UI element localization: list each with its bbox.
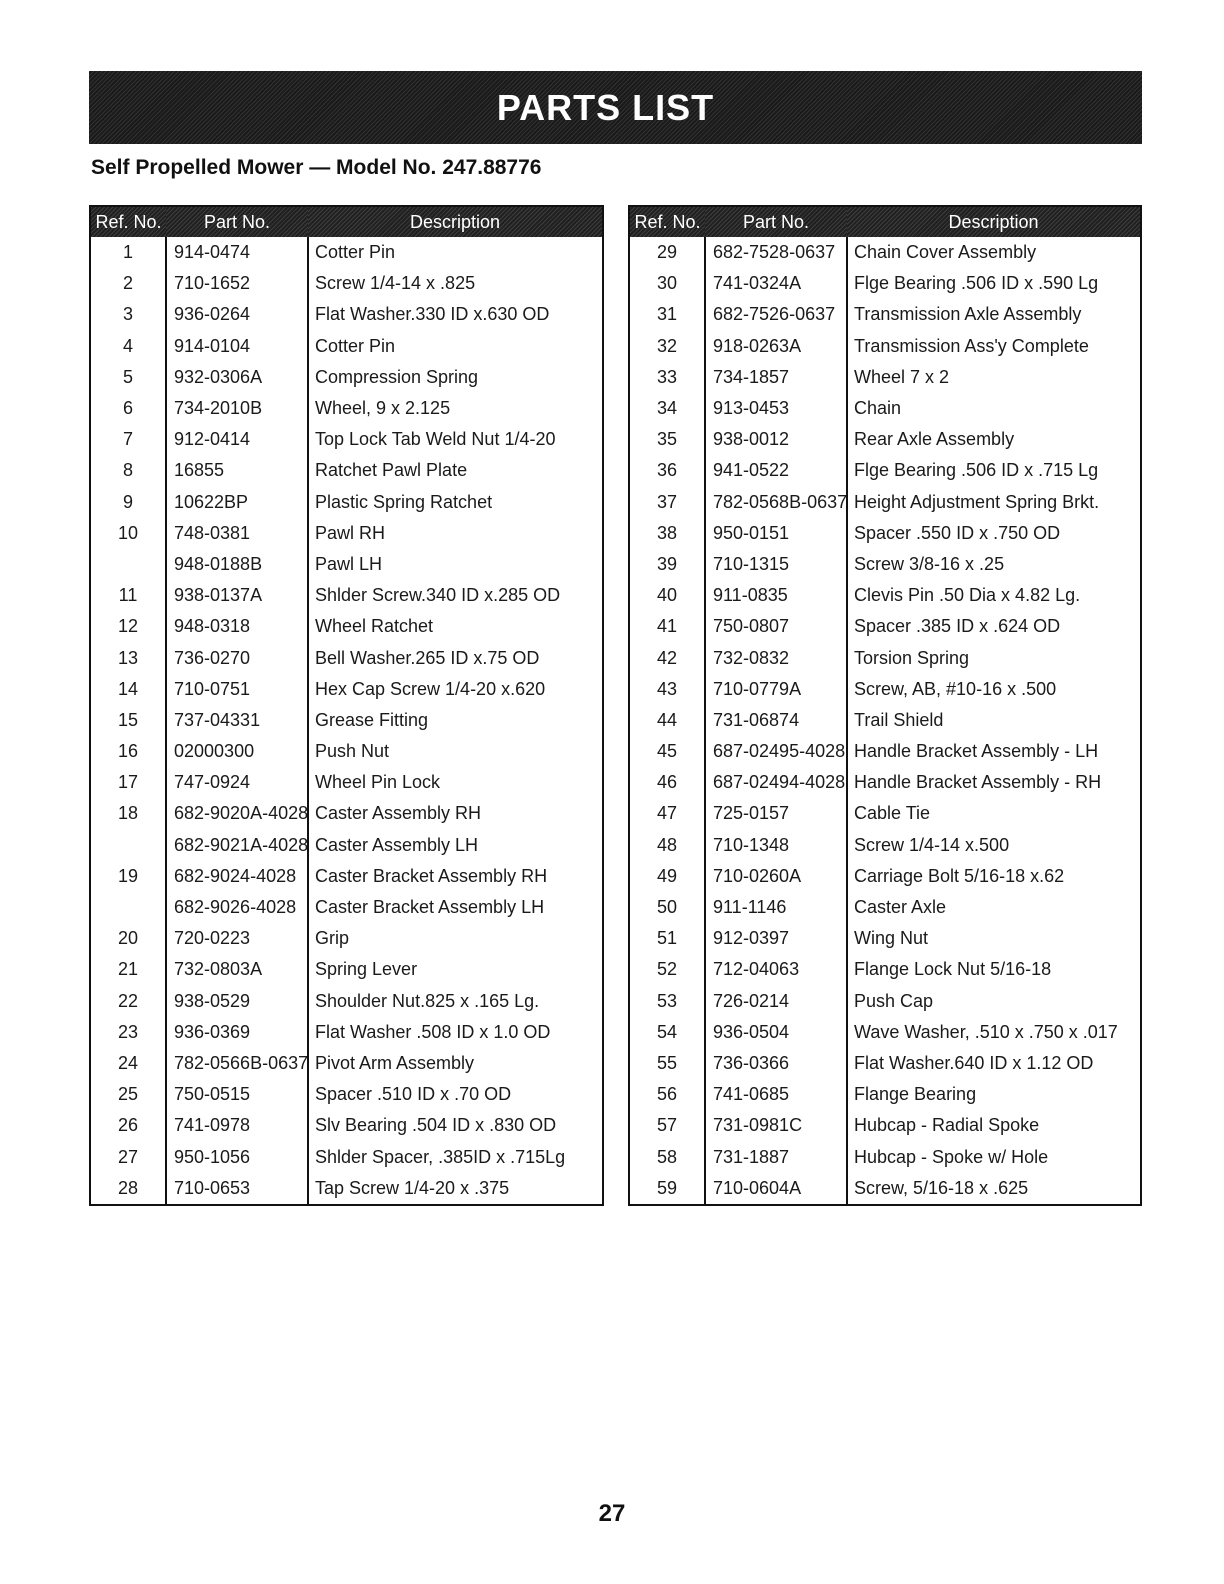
description-cell: Spacer .510 ID x .70 OD <box>308 1079 603 1110</box>
table-row <box>629 705 1141 736</box>
description-cell: Spring Lever <box>308 954 603 985</box>
table-row <box>629 455 1141 486</box>
description-cell: Caster Bracket Assembly LH <box>308 892 603 923</box>
description-cell: Wave Washer, .510 x .750 x .017 <box>847 1017 1141 1048</box>
part-number-cell: 741-0324A <box>705 268 847 299</box>
ref-cell: 3 <box>122 304 133 325</box>
table-row <box>90 705 603 736</box>
description-cell: Grip <box>308 923 603 954</box>
description-cell: Caster Assembly LH <box>308 830 603 861</box>
description-cell: Ratchet Pawl Plate <box>308 455 603 486</box>
description-cell: Pivot Arm Assembly <box>308 1048 603 1079</box>
parts-table-right-body <box>629 237 1141 1205</box>
table-row <box>90 830 603 861</box>
ref-cell: 31 <box>656 304 678 325</box>
part-number-cell: 726-0214 <box>705 986 847 1017</box>
part-number-cell: 736-0366 <box>705 1048 847 1079</box>
table-row <box>629 954 1141 985</box>
part-number-cell: 731-1887 <box>705 1141 847 1172</box>
description-cell: Bell Washer.265 ID x.75 OD <box>308 642 603 673</box>
table-row <box>629 923 1141 954</box>
part-number-cell: 950-0151 <box>705 518 847 549</box>
table-row <box>629 424 1141 455</box>
part-number-cell: 914-0104 <box>166 331 308 362</box>
ref-cell: 54 <box>656 1021 678 1042</box>
model-subtitle: Self Propelled Mower — Model No. 247.88776 <box>91 156 542 179</box>
table-row <box>629 393 1141 424</box>
ref-cell: 32 <box>656 335 678 356</box>
table-row <box>629 798 1141 829</box>
part-number-cell: 948-0188B <box>166 549 308 580</box>
parts-table-right <box>628 205 1142 1206</box>
table-row <box>629 1173 1141 1205</box>
part-number-cell: 710-1315 <box>705 549 847 580</box>
table-row <box>90 1141 603 1172</box>
ref-cell: 16 <box>117 741 139 762</box>
ref-cell: 44 <box>656 709 678 730</box>
description-cell: Screw 1/4-14 x .825 <box>308 268 603 299</box>
description-cell: Chain <box>847 393 1141 424</box>
part-number-cell: 710-0779A <box>705 674 847 705</box>
ref-cell: 26 <box>117 1115 139 1136</box>
part-number-cell: 710-0653 <box>166 1173 308 1205</box>
part-number-cell: 02000300 <box>166 736 308 767</box>
description-cell: Cable Tie <box>847 798 1141 829</box>
ref-cell: 17 <box>117 772 139 793</box>
part-number-cell: 950-1056 <box>166 1141 308 1172</box>
ref-cell: 7 <box>122 429 133 450</box>
part-number-cell: 750-0807 <box>705 611 847 642</box>
part-number-cell: 737-04331 <box>166 705 308 736</box>
description-cell: Wheel Pin Lock <box>308 767 603 798</box>
table-row <box>90 268 603 299</box>
description-cell: Flange Lock Nut 5/16-18 <box>847 954 1141 985</box>
description-cell: Wheel 7 x 2 <box>847 362 1141 393</box>
description-cell: Shlder Screw.340 ID x.285 OD <box>308 580 603 611</box>
description-cell: Transmission Axle Assembly <box>847 299 1141 330</box>
description-cell: Spacer .550 ID x .750 OD <box>847 518 1141 549</box>
description-cell: Torsion Spring <box>847 642 1141 673</box>
part-number-cell: 710-0751 <box>166 674 308 705</box>
part-number-cell: 682-7526-0637 <box>705 299 847 330</box>
table-row <box>629 299 1141 330</box>
part-number-cell: 782-0568B-0637 <box>705 487 847 518</box>
description-cell: Screw, AB, #10-16 x .500 <box>847 674 1141 705</box>
ref-cell: 25 <box>117 1084 139 1105</box>
part-number-cell: 948-0318 <box>166 611 308 642</box>
ref-cell: 22 <box>117 990 139 1011</box>
description-cell: Compression Spring <box>308 362 603 393</box>
table-row <box>629 518 1141 549</box>
description-cell: Wing Nut <box>847 923 1141 954</box>
table-row <box>629 487 1141 518</box>
part-number-cell: 913-0453 <box>705 393 847 424</box>
table-row <box>90 954 603 985</box>
part-number-cell: 734-1857 <box>705 362 847 393</box>
ref-cell: 40 <box>656 585 678 606</box>
header-part-no: Part No. <box>705 206 847 237</box>
description-cell: Shoulder Nut.825 x .165 Lg. <box>308 986 603 1017</box>
title-banner <box>89 71 1142 144</box>
ref-cell: 36 <box>656 460 678 481</box>
ref-cell: 55 <box>656 1052 678 1073</box>
part-number-cell: 710-1652 <box>166 268 308 299</box>
table-row <box>90 1048 603 1079</box>
part-number-cell: 682-7528-0637 <box>705 237 847 268</box>
part-number-cell: 16855 <box>166 455 308 486</box>
table-row <box>90 549 603 580</box>
ref-cell: 13 <box>117 647 139 668</box>
description-cell: Wheel, 9 x 2.125 <box>308 393 603 424</box>
part-number-cell: 682-9021A-4028 <box>166 830 308 861</box>
description-cell: Flange Bearing <box>847 1079 1141 1110</box>
table-row <box>90 1173 603 1205</box>
table-row <box>629 331 1141 362</box>
part-number-cell: 938-0012 <box>705 424 847 455</box>
table-row <box>90 767 603 798</box>
table-row <box>629 736 1141 767</box>
ref-cell: 21 <box>117 959 139 980</box>
description-cell: Tap Screw 1/4-20 x .375 <box>308 1173 603 1205</box>
ref-cell: 6 <box>122 398 133 419</box>
description-cell: Spacer .385 ID x .624 OD <box>847 611 1141 642</box>
part-number-cell: 782-0566B-0637 <box>166 1048 308 1079</box>
table-row <box>90 674 603 705</box>
part-number-cell: 710-0260A <box>705 861 847 892</box>
description-cell: Screw 3/8-16 x .25 <box>847 549 1141 580</box>
table-row <box>629 674 1141 705</box>
description-cell: Caster Bracket Assembly RH <box>308 861 603 892</box>
description-cell: Shlder Spacer, .385ID x .715Lg <box>308 1141 603 1172</box>
ref-cell: 41 <box>656 616 678 637</box>
description-cell: Hubcap - Spoke w/ Hole <box>847 1141 1141 1172</box>
part-number-cell: 941-0522 <box>705 455 847 486</box>
description-cell: Flat Washer.640 ID x 1.12 OD <box>847 1048 1141 1079</box>
description-cell: Grease Fitting <box>308 705 603 736</box>
table-row <box>629 1048 1141 1079</box>
description-cell: Hex Cap Screw 1/4-20 x.620 <box>308 674 603 705</box>
part-number-cell: 911-0835 <box>705 580 847 611</box>
table-row <box>90 1017 603 1048</box>
ref-cell: 56 <box>656 1084 678 1105</box>
table-row <box>629 268 1141 299</box>
part-number-cell: 687-02495-4028 <box>705 736 847 767</box>
table-row <box>629 1110 1141 1141</box>
part-number-cell: 912-0397 <box>705 923 847 954</box>
ref-cell: 1 <box>122 242 133 263</box>
page-number: 27 <box>598 1500 626 1527</box>
part-number-cell: 938-0529 <box>166 986 308 1017</box>
part-number-cell: 936-0369 <box>166 1017 308 1048</box>
ref-cell: 42 <box>656 647 678 668</box>
header-ref-no: Ref. No. <box>90 206 166 237</box>
table-row <box>629 580 1141 611</box>
table-row <box>629 549 1141 580</box>
part-number-cell: 682-9024-4028 <box>166 861 308 892</box>
description-cell: Caster Assembly RH <box>308 798 603 829</box>
parts-table-left-body <box>90 237 603 1205</box>
table-row <box>629 1141 1141 1172</box>
part-number-cell: 911-1146 <box>705 892 847 923</box>
ref-cell: 47 <box>656 803 678 824</box>
ref-cell: 53 <box>656 990 678 1011</box>
table-row <box>90 393 603 424</box>
table-row <box>90 580 603 611</box>
ref-cell: 29 <box>656 242 678 263</box>
ref-cell: 19 <box>117 865 139 886</box>
table-row <box>90 736 603 767</box>
table-row <box>629 861 1141 892</box>
ref-cell: 20 <box>117 928 139 949</box>
part-number-cell: 731-06874 <box>705 705 847 736</box>
ref-cell <box>90 892 166 923</box>
table-row <box>90 861 603 892</box>
table-row <box>90 424 603 455</box>
part-number-cell: 720-0223 <box>166 923 308 954</box>
part-number-cell: 682-9026-4028 <box>166 892 308 923</box>
table-row <box>629 362 1141 393</box>
ref-cell: 57 <box>656 1115 678 1136</box>
description-cell: Cotter Pin <box>308 237 603 268</box>
table-row <box>90 299 603 330</box>
table-row <box>90 331 603 362</box>
description-cell: Height Adjustment Spring Brkt. <box>847 487 1141 518</box>
ref-cell: 35 <box>656 429 678 450</box>
ref-cell: 52 <box>656 959 678 980</box>
table-row <box>90 1079 603 1110</box>
table-row <box>629 986 1141 1017</box>
part-number-cell: 682-9020A-4028 <box>166 798 308 829</box>
table-row <box>629 1017 1141 1048</box>
ref-cell: 33 <box>656 366 678 387</box>
table-row <box>90 1110 603 1141</box>
table-row <box>90 642 603 673</box>
ref-cell: 10 <box>117 522 139 543</box>
ref-cell: 45 <box>656 741 678 762</box>
table-row <box>90 611 603 642</box>
description-cell: Flge Bearing .506 ID x .590 Lg <box>847 268 1141 299</box>
description-cell: Slv Bearing .504 ID x .830 OD <box>308 1110 603 1141</box>
part-number-cell: 10622BP <box>166 487 308 518</box>
ref-cell <box>90 830 166 861</box>
description-cell: Pawl RH <box>308 518 603 549</box>
table-header-row <box>629 206 1141 237</box>
part-number-cell: 710-0604A <box>705 1173 847 1205</box>
description-cell: Screw, 5/16-18 x .625 <box>847 1173 1141 1205</box>
ref-cell: 43 <box>656 678 678 699</box>
header-ref-no: Ref. No. <box>629 206 705 237</box>
header-part-no: Part No. <box>166 206 308 237</box>
part-number-cell: 914-0474 <box>166 237 308 268</box>
description-cell: Push Cap <box>847 986 1141 1017</box>
table-header-row <box>90 206 603 237</box>
table-row <box>90 923 603 954</box>
page-title: PARTS LIST <box>496 86 715 128</box>
header-description: Description <box>847 206 1141 237</box>
description-cell: Handle Bracket Assembly - RH <box>847 767 1141 798</box>
description-cell: Flat Washer .508 ID x 1.0 OD <box>308 1017 603 1048</box>
part-number-cell: 741-0978 <box>166 1110 308 1141</box>
description-cell: Plastic Spring Ratchet <box>308 487 603 518</box>
ref-cell: 49 <box>656 865 678 886</box>
ref-cell: 23 <box>117 1021 139 1042</box>
ref-cell: 39 <box>656 553 678 574</box>
ref-cell: 8 <box>122 460 133 481</box>
part-number-cell: 748-0381 <box>166 518 308 549</box>
description-cell: Wheel Ratchet <box>308 611 603 642</box>
ref-cell: 28 <box>117 1177 139 1198</box>
table-row <box>90 986 603 1017</box>
table-row <box>90 487 603 518</box>
part-number-cell: 750-0515 <box>166 1079 308 1110</box>
description-cell: Chain Cover Assembly <box>847 237 1141 268</box>
ref-cell: 58 <box>656 1146 678 1167</box>
description-cell: Flge Bearing .506 ID x .715 Lg <box>847 455 1141 486</box>
table-row <box>629 767 1141 798</box>
description-cell: Screw 1/4-14 x.500 <box>847 830 1141 861</box>
table-row <box>90 237 603 268</box>
description-cell: Hubcap - Radial Spoke <box>847 1110 1141 1141</box>
part-number-cell: 741-0685 <box>705 1079 847 1110</box>
part-number-cell: 710-1348 <box>705 830 847 861</box>
description-cell: Clevis Pin .50 Dia x 4.82 Lg. <box>847 580 1141 611</box>
description-cell: Top Lock Tab Weld Nut 1/4-20 <box>308 424 603 455</box>
table-row <box>90 892 603 923</box>
header-description: Description <box>308 206 603 237</box>
ref-cell: 9 <box>122 491 133 512</box>
description-cell: Pawl LH <box>308 549 603 580</box>
part-number-cell: 938-0137A <box>166 580 308 611</box>
ref-cell: 48 <box>656 834 678 855</box>
ref-cell: 24 <box>117 1052 139 1073</box>
part-number-cell: 932-0306A <box>166 362 308 393</box>
ref-cell <box>90 549 166 580</box>
description-cell: Flat Washer.330 ID x.630 OD <box>308 299 603 330</box>
ref-cell: 5 <box>122 366 133 387</box>
part-number-cell: 736-0270 <box>166 642 308 673</box>
part-number-cell: 936-0264 <box>166 299 308 330</box>
ref-cell: 15 <box>117 709 139 730</box>
description-cell: Caster Axle <box>847 892 1141 923</box>
table-row <box>629 830 1141 861</box>
part-number-cell: 732-0832 <box>705 642 847 673</box>
table-row <box>629 611 1141 642</box>
ref-cell: 51 <box>656 928 678 949</box>
part-number-cell: 725-0157 <box>705 798 847 829</box>
ref-cell: 18 <box>117 803 139 824</box>
part-number-cell: 731-0981C <box>705 1110 847 1141</box>
table-row <box>629 1079 1141 1110</box>
part-number-cell: 747-0924 <box>166 767 308 798</box>
description-cell: Trail Shield <box>847 705 1141 736</box>
table-row <box>629 642 1141 673</box>
ref-cell: 27 <box>117 1146 139 1167</box>
description-cell: Carriage Bolt 5/16-18 x.62 <box>847 861 1141 892</box>
part-number-cell: 734-2010B <box>166 393 308 424</box>
ref-cell: 59 <box>656 1177 678 1198</box>
parts-table-left <box>89 205 604 1206</box>
ref-cell: 34 <box>656 398 678 419</box>
ref-cell: 46 <box>656 772 678 793</box>
part-number-cell: 687-02494-4028 <box>705 767 847 798</box>
description-cell: Cotter Pin <box>308 331 603 362</box>
part-number-cell: 712-04063 <box>705 954 847 985</box>
ref-cell: 50 <box>656 897 678 918</box>
part-number-cell: 732-0803A <box>166 954 308 985</box>
table-row <box>629 892 1141 923</box>
table-row <box>90 455 603 486</box>
part-number-cell: 918-0263A <box>705 331 847 362</box>
description-cell: Transmission Ass'y Complete <box>847 331 1141 362</box>
ref-cell: 30 <box>656 273 678 294</box>
table-row <box>629 237 1141 268</box>
description-cell: Handle Bracket Assembly - LH <box>847 736 1141 767</box>
ref-cell: 4 <box>122 335 133 356</box>
ref-cell: 12 <box>117 616 139 637</box>
ref-cell: 38 <box>656 522 678 543</box>
ref-cell: 37 <box>656 491 678 512</box>
part-number-cell: 936-0504 <box>705 1017 847 1048</box>
part-number-cell: 912-0414 <box>166 424 308 455</box>
description-cell: Rear Axle Assembly <box>847 424 1141 455</box>
description-cell: Push Nut <box>308 736 603 767</box>
table-row <box>90 362 603 393</box>
ref-cell: 11 <box>118 585 138 606</box>
table-row <box>90 798 603 829</box>
table-row <box>90 518 603 549</box>
ref-cell: 2 <box>122 273 133 294</box>
ref-cell: 14 <box>117 678 139 699</box>
